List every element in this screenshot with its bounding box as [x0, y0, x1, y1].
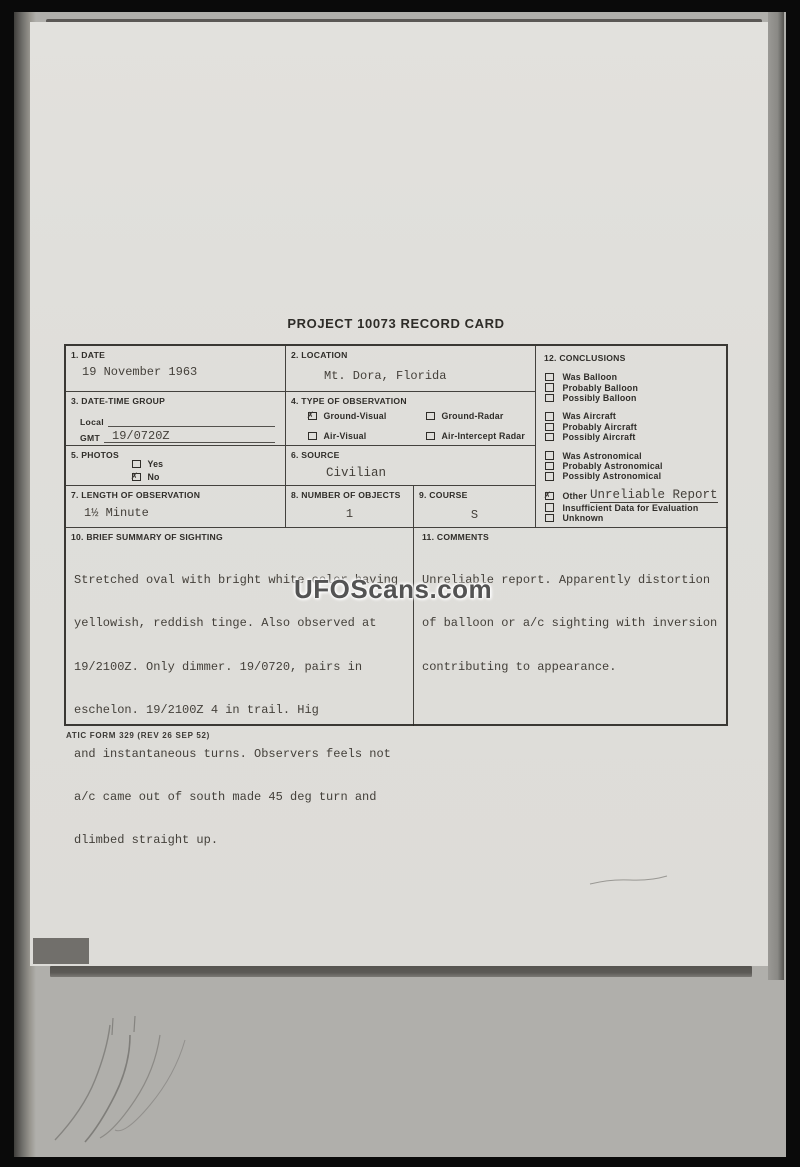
checkbox-icon [545, 492, 554, 501]
conclusion-label: Was Aircraft [562, 411, 617, 422]
conclusion-item [536, 422, 728, 432]
comments-line: of balloon or a/c sighting with inversion [422, 616, 718, 631]
checkbox-icon [132, 460, 141, 469]
checkbox-icon [545, 373, 554, 382]
conclusion-label: Was Astronomical [562, 450, 642, 461]
conclusion-item [536, 432, 728, 442]
comments-text [414, 542, 728, 703]
location-label: 2. LOCATION [291, 350, 348, 360]
conclusion-item [536, 503, 728, 513]
paper-edge-shadow-right [768, 12, 784, 980]
form-number-footer: ATIC FORM 329 (REV 26 SEP 52) [66, 731, 211, 740]
location-value: Mt. Dora, Florida [324, 369, 447, 383]
field-type-of-observation [286, 392, 536, 446]
type-of-observation-label: 4. TYPE OF OBSERVATION [291, 396, 407, 406]
checkbox-icon [545, 451, 554, 460]
card-title: PROJECT 10073 RECORD CARD [287, 316, 505, 331]
local-label: Local [80, 417, 104, 427]
checkbox-icon [545, 412, 554, 421]
conclusion-item [536, 471, 728, 481]
checkbox-icon [426, 412, 435, 421]
conclusion-label: Unknown [562, 513, 604, 524]
photos-label: 5. PHOTOS [71, 450, 119, 460]
checkbox-icon [545, 472, 554, 481]
date-label: 1. DATE [71, 350, 106, 360]
brief-summary-label: 10. BRIEF SUMMARY OF SIGHTING [71, 532, 223, 542]
paper-corner-shadow-patch [33, 938, 89, 964]
checkbox-icon [545, 462, 554, 471]
number-of-objects-value: 1 [345, 507, 354, 521]
field-date [66, 346, 286, 392]
conclusion-item [536, 513, 728, 523]
length-of-observation-value: 1½ Minute [84, 506, 149, 520]
observation-option-label: Air-Visual [323, 431, 367, 441]
field-number-of-objects [286, 486, 414, 528]
checkbox-icon [308, 412, 317, 421]
field-date-time-group [66, 392, 286, 446]
date-value: 19 November 1963 [82, 365, 198, 379]
photos-option-label: Yes [147, 459, 164, 469]
conclusion-label: Possibly Balloon [562, 392, 637, 403]
source-value: Civilian [326, 466, 387, 480]
photos-option-no [132, 472, 160, 482]
observation-option [426, 411, 504, 421]
scratch-marks [35, 1010, 275, 1150]
checkbox-icon [308, 432, 317, 441]
field-photos [66, 446, 286, 486]
gmt-value: 19/0720Z [104, 431, 275, 443]
conclusion-item [536, 372, 728, 382]
conclusion-item [536, 382, 728, 392]
observation-option [308, 411, 387, 421]
conclusions-label: 12. CONCLUSIONS [544, 353, 626, 363]
local-blank-line [108, 416, 275, 427]
observation-option [308, 431, 366, 441]
summary-line: dlimbed straight up. [74, 833, 219, 848]
observation-option-label: Ground-Radar [441, 411, 504, 421]
observation-option-label: Ground-Visual [323, 411, 387, 421]
local-time-row [80, 416, 275, 427]
comments-label: 11. COMMENTS [422, 532, 489, 542]
other-conclusion-note: Unreliable Report [589, 487, 718, 502]
observation-option [426, 431, 525, 441]
crease-mark [585, 868, 675, 893]
photos-option-label: No [147, 472, 160, 482]
checkbox-icon [545, 383, 554, 392]
checkbox-icon [545, 514, 554, 523]
conclusion-label: Possibly Astronomical [562, 471, 662, 482]
conclusion-item-other [536, 487, 728, 503]
conclusion-item [536, 393, 728, 403]
checkbox-icon [545, 394, 554, 403]
conclusion-label: Probably Balloon [562, 382, 639, 393]
comments-line: contributing to appearance. [422, 659, 617, 674]
summary-line: 19/2100Z. Only dimmer. 19/0720, pairs in [74, 659, 363, 674]
ufoscans-watermark: UFOScans.com [294, 574, 493, 604]
field-comments [414, 528, 728, 726]
summary-line: yellowish, reddish tinge. Also observed at [74, 616, 377, 631]
summary-line: and instantaneous turns. Observers feels not [74, 746, 391, 761]
checkbox-icon [545, 433, 554, 442]
comments-line: Unreliable report. Apparently distortion [422, 573, 711, 587]
summary-line: a/c came out of south made 45 deg turn and [74, 789, 377, 804]
conclusion-item [536, 461, 728, 471]
conclusion-label: Other [562, 491, 587, 502]
conclusion-label: Probably Aircraft [562, 421, 637, 432]
length-of-observation-label: 7. LENGTH OF OBSERVATION [71, 490, 201, 500]
photos-option-yes [132, 459, 163, 469]
number-of-objects-label: 8. NUMBER OF OBJECTS [291, 490, 401, 500]
paper-edge-shadow-bottom [50, 966, 752, 977]
gmt-time-row [80, 431, 275, 443]
source-label: 6. SOURCE [291, 450, 340, 460]
gmt-label: GMT [80, 433, 100, 443]
date-time-group-label: 3. DATE-TIME GROUP [71, 396, 166, 406]
checkbox-icon [545, 423, 554, 432]
conclusion-label: Was Balloon [562, 372, 618, 383]
checkbox-icon [132, 473, 141, 482]
conclusion-label: Possibly Aircraft [562, 432, 636, 443]
checkbox-icon [426, 432, 435, 441]
conclusion-item [536, 450, 728, 460]
field-length-of-observation [66, 486, 286, 528]
summary-line: eschelon. 19/2100Z 4 in trail. Hig [74, 703, 319, 718]
field-source [286, 446, 536, 486]
conclusion-label: Probably Astronomical [562, 460, 663, 471]
conclusion-item [536, 411, 728, 421]
summary-line: Stretched oval with bright white color having [74, 573, 399, 587]
field-conclusions [536, 346, 728, 528]
observation-option-label: Air-Intercept Radar [441, 431, 525, 441]
course-label: 9. COURSE [419, 490, 468, 500]
conclusion-label: Insufficient Data for Evaluation [562, 502, 699, 513]
field-location [286, 346, 536, 392]
field-course [414, 486, 536, 528]
checkbox-icon [545, 503, 554, 512]
course-value: S [470, 508, 479, 522]
